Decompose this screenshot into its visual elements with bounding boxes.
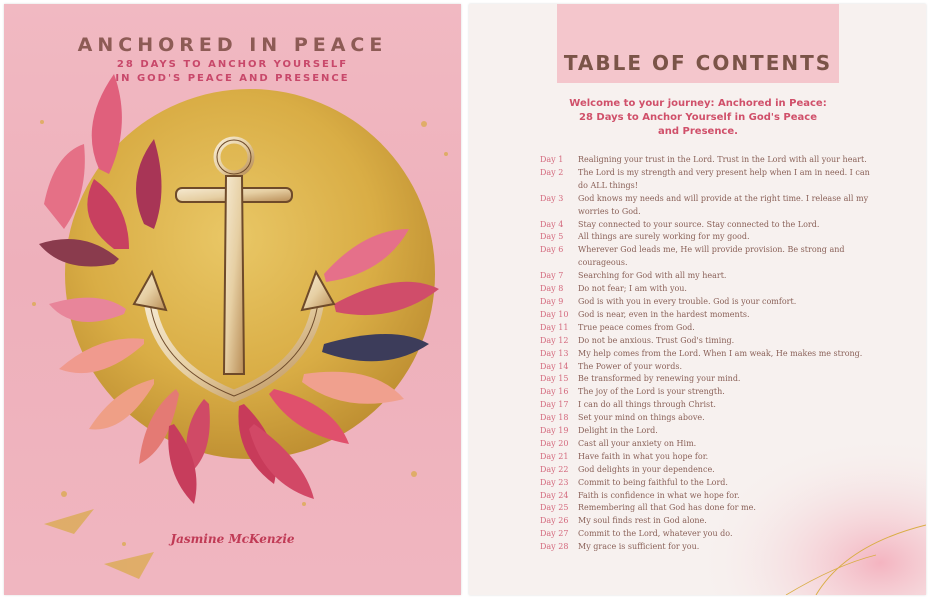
toc-day-label: Day 16	[540, 387, 569, 397]
toc-entry-day-6[interactable]	[540, 244, 870, 257]
toc-entry-text: Commit to being faithful to the Lord.	[578, 477, 728, 487]
toc-entry-text: The joy of the Lord is your strength.	[578, 387, 725, 397]
toc-day-label: Day 3	[540, 193, 564, 203]
toc-day-label: Day 8	[540, 284, 564, 294]
toc-day-label: Day 28	[540, 542, 569, 552]
toc-intro-line-3: and Presence.	[658, 126, 738, 137]
toc-entry-text: My grace is sufficient for you.	[578, 542, 700, 552]
toc-day-label: Day 25	[540, 503, 569, 513]
toc-entry-text: Do not be anxious. Trust God's timing.	[578, 335, 735, 345]
toc-entry-day-13[interactable]	[540, 348, 870, 361]
toc-entry-day-23[interactable]	[540, 477, 870, 490]
toc-entry-day-2[interactable]	[540, 167, 870, 180]
toc-entry-day-3[interactable]	[540, 193, 870, 206]
toc-entry-text: Cast all your anxiety on Him.	[578, 438, 697, 448]
toc-day-label: Day 15	[540, 374, 569, 384]
toc-entry-day-28[interactable]	[540, 541, 870, 554]
toc-entry-day-7[interactable]	[540, 270, 870, 283]
toc-entry-day-10[interactable]	[540, 309, 870, 322]
toc-entry-day-6-cont	[540, 257, 870, 270]
toc-day-label: Day 17	[540, 400, 569, 410]
toc-entry-day-1[interactable]	[540, 154, 870, 167]
toc-entry-day-18[interactable]	[540, 412, 870, 425]
toc-intro-line-1: Welcome to your journey: Anchored in Peace:	[569, 98, 827, 109]
toc-entry-day-9[interactable]	[540, 296, 870, 309]
toc-entry-day-5[interactable]	[540, 231, 870, 244]
toc-day-label: Day 27	[540, 529, 569, 539]
toc-entry-day-19[interactable]	[540, 425, 870, 438]
cover-subtitle-line-2: IN GOD'S PEACE AND PRESENCE	[115, 73, 350, 84]
toc-day-label: Day 18	[540, 413, 569, 423]
toc-entry-day-8[interactable]	[540, 283, 870, 296]
toc-entry-day-15[interactable]	[540, 373, 870, 386]
toc-day-label: Day 23	[540, 477, 569, 487]
toc-day-label: Day 22	[540, 464, 569, 474]
toc-day-label: Day 7	[540, 271, 564, 281]
toc-entry-text-cont: do ALL things!	[578, 180, 638, 190]
toc-entry-text: My help comes from the Lord. When I am weak, He makes me strong.	[578, 348, 863, 358]
cover-illustration	[4, 4, 461, 595]
cover-subtitle-line-1: 28 DAYS TO ANCHOR YOURSELF	[116, 59, 349, 70]
cover-author: Jasmine McKenzie	[170, 532, 295, 546]
toc-entry-text: Stay connected to your source. Stay connected to the Lord.	[578, 219, 820, 229]
toc-entry-text: Be transformed by renewing your mind.	[578, 374, 741, 384]
toc-entry-text: Set your mind on things above.	[578, 413, 705, 423]
toc-entry-text: Realigning your trust in the Lord. Trust in the Lord with all your heart.	[578, 155, 867, 164]
toc-intro-line-2: 28 Days to Anchor Yourself in God's Peace	[579, 112, 817, 123]
toc-entry-day-11[interactable]	[540, 322, 870, 335]
book-cover	[4, 4, 461, 595]
toc-entry-day-20[interactable]	[540, 438, 870, 451]
toc-day-label: Day 24	[540, 490, 569, 500]
toc-day-label: Day 26	[540, 516, 569, 526]
toc-day-label: Day 5	[540, 232, 564, 242]
toc-day-label: Day 19	[540, 426, 569, 436]
toc-entry-text: I can do all things through Christ.	[578, 400, 716, 410]
toc-day-label: Day 2	[540, 167, 564, 177]
toc-entry-text: The Lord is my strength and very present help when I am in need. I can	[578, 167, 870, 177]
toc-entry-day-17[interactable]	[540, 399, 870, 412]
toc-entry-text: The Power of your words.	[578, 361, 683, 371]
toc-day-label: Day 10	[540, 309, 569, 319]
toc-title: TABLE OF CONTENTS	[563, 51, 833, 75]
toc-entry-day-24[interactable]	[540, 490, 870, 503]
toc-day-label: Day 4	[540, 219, 564, 229]
toc-entry-day-27[interactable]	[540, 528, 870, 541]
toc-entry-day-2-cont	[540, 180, 870, 193]
toc-entry-text: Have faith in what you hope for.	[578, 451, 709, 461]
cover-title: ANCHORED IN PEACE	[77, 34, 388, 56]
toc-entry-text-cont: courageous.	[578, 258, 628, 268]
toc-entry-day-21[interactable]	[540, 451, 870, 464]
toc-entry-text: All things are surely working for my good.	[578, 232, 750, 242]
toc-entry-day-14[interactable]	[540, 361, 870, 374]
toc-day-label: Day 20	[540, 438, 569, 448]
toc-entry-day-4[interactable]	[540, 219, 870, 232]
toc-day-label: Day 13	[540, 348, 569, 358]
toc-day-label: Day 12	[540, 335, 569, 345]
toc-entry-text: True peace comes from God.	[578, 322, 695, 332]
toc-list	[540, 154, 870, 554]
toc-entry-text: Wherever God leads me, He will provide provision. Be strong and	[578, 245, 845, 255]
toc-day-label: Day 9	[540, 296, 564, 306]
toc-entry-text: God knows my needs and will provide at the right time. I release all my	[578, 193, 869, 203]
toc-entry-day-3-cont	[540, 206, 870, 219]
toc-day-label: Day 6	[540, 245, 564, 255]
toc-entry-text: Remembering all that God has done for me.	[578, 503, 756, 513]
toc-entry-text: Searching for God with all my heart.	[578, 271, 727, 281]
toc-day-label: Day 21	[540, 451, 569, 461]
toc-entry-text: My soul finds rest in God alone.	[578, 516, 707, 526]
toc-entry-day-26[interactable]	[540, 515, 870, 528]
toc-day-label: Day 11	[540, 322, 569, 332]
toc-entry-text: Do not fear; I am with you.	[578, 284, 687, 294]
toc-entry-text: Commit to the Lord, whatever you do.	[578, 529, 733, 539]
toc-entry-day-16[interactable]	[540, 386, 870, 399]
toc-entry-day-22[interactable]	[540, 464, 870, 477]
table-of-contents-page	[469, 4, 926, 595]
toc-day-label: Day 14	[540, 361, 569, 371]
toc-entry-day-25[interactable]	[540, 502, 870, 515]
toc-entry-text: Faith is confidence in what we hope for.	[578, 490, 740, 500]
toc-entry-text: Delight in the Lord.	[578, 426, 658, 436]
toc-day-label: Day 1	[540, 155, 564, 164]
toc-entry-day-12[interactable]	[540, 335, 870, 348]
toc-entry-text-cont: worries to God.	[578, 206, 641, 216]
toc-entry-text: God is with you in every trouble. God is your comfort.	[578, 296, 797, 306]
toc-entry-text: God delights in your dependence.	[578, 464, 715, 474]
toc-entry-text: God is near, even in the hardest moments.	[578, 309, 750, 319]
